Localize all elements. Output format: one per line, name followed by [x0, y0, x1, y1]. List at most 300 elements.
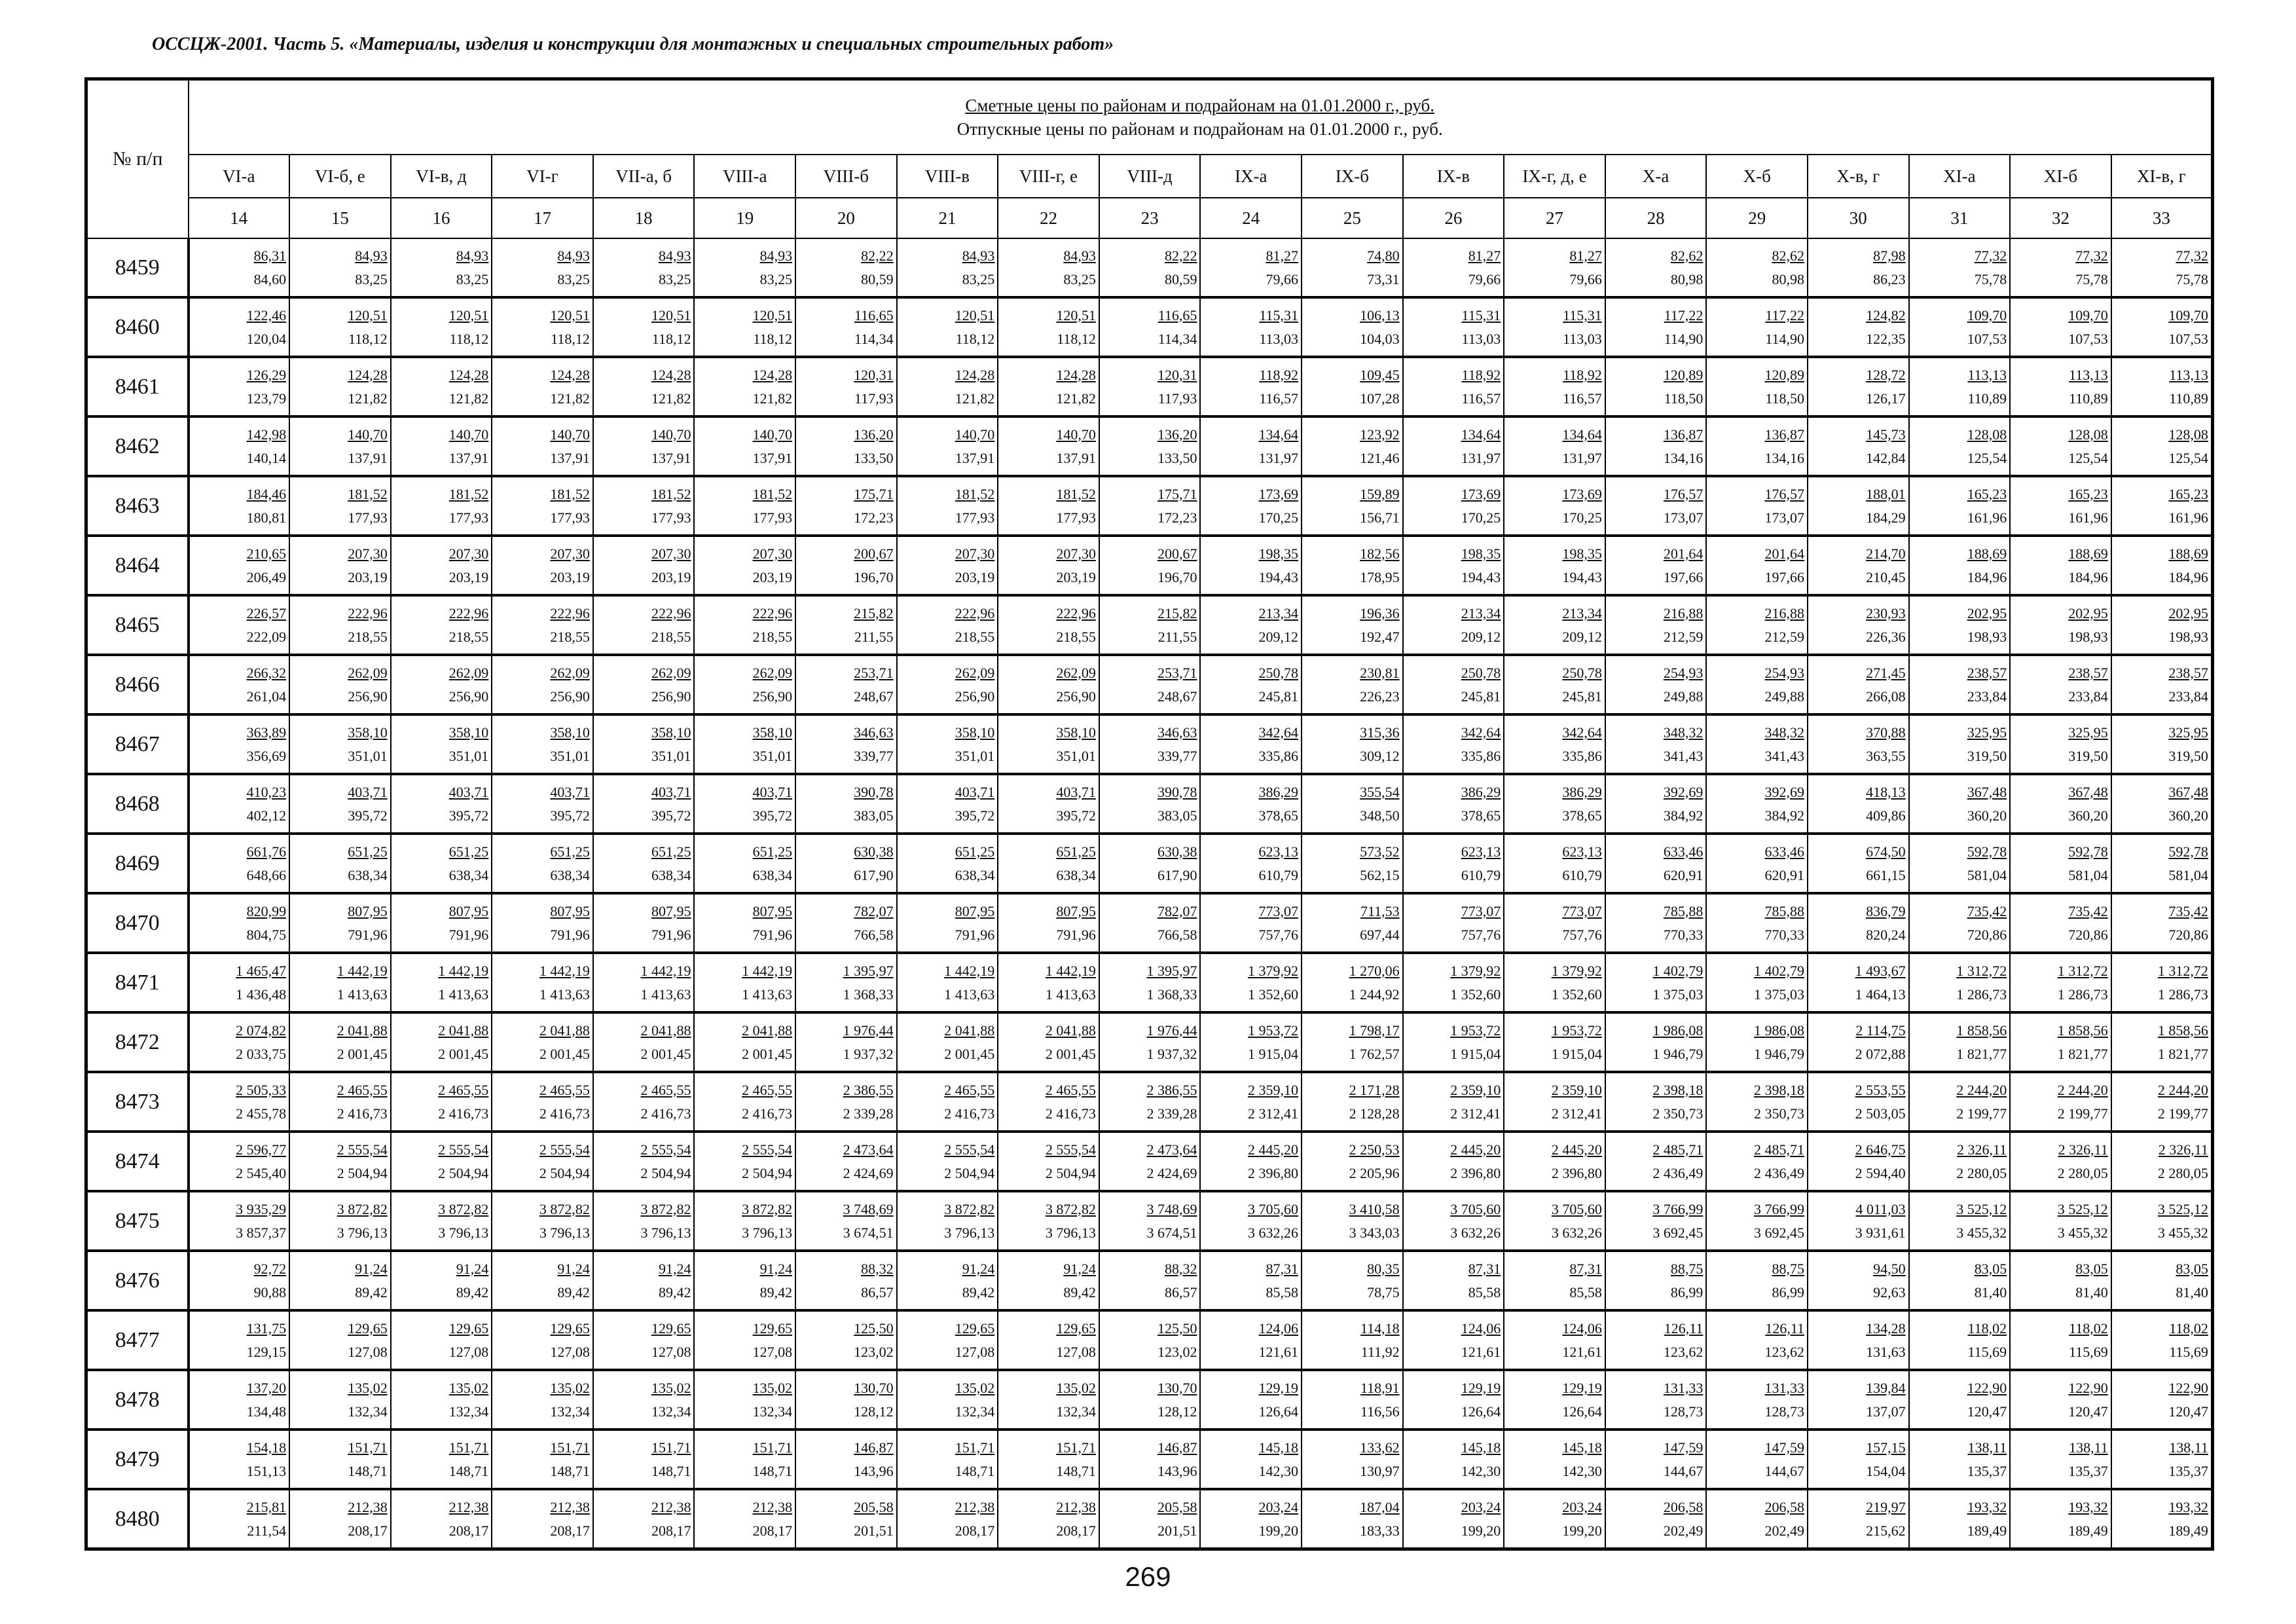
price-cell — [289, 595, 391, 655]
selling-price: 85,58 — [1266, 1283, 1299, 1301]
price-cell — [897, 1489, 998, 1549]
price-cell — [1808, 1132, 1909, 1191]
selling-price: 201,51 — [1157, 1522, 1197, 1539]
estimated-price: 122,46 — [246, 306, 287, 323]
selling-price: 125,54 — [2068, 449, 2108, 466]
price-cell — [1808, 1430, 1909, 1489]
selling-price: 177,93 — [651, 509, 691, 526]
price-cell — [1808, 1370, 1909, 1430]
price-cell — [1605, 1132, 1707, 1191]
selling-price: 120,47 — [2168, 1403, 2208, 1420]
estimated-price: 82,22 — [861, 247, 894, 264]
selling-price: 2 280,05 — [2157, 1164, 2208, 1181]
selling-price: 208,17 — [752, 1522, 793, 1539]
price-cell — [593, 357, 695, 416]
estimated-price: 651,25 — [955, 843, 995, 860]
selling-price: 638,34 — [752, 866, 793, 883]
selling-price: 110,89 — [2169, 390, 2208, 407]
estimated-price: 2 244,20 — [2157, 1081, 2208, 1098]
price-cell — [1706, 1370, 1808, 1430]
estimated-price: 173,69 — [1258, 485, 1299, 502]
price-cell — [1200, 774, 1302, 834]
row-number: 8471 — [86, 953, 189, 1012]
price-cell — [1099, 357, 1201, 416]
estimated-price: 262,09 — [348, 664, 388, 681]
estimated-price: 206,58 — [1764, 1498, 1804, 1515]
selling-price: 2 424,69 — [843, 1164, 894, 1181]
selling-price: 137,91 — [550, 449, 590, 466]
price-cell — [1605, 1370, 1707, 1430]
selling-price: 126,64 — [1258, 1403, 1299, 1420]
price-cell — [1605, 655, 1707, 714]
selling-price: 218,55 — [651, 628, 691, 645]
price-cell — [1403, 714, 1504, 774]
price-cell — [1504, 595, 1605, 655]
estimated-price: 182,56 — [1360, 545, 1400, 562]
region-header: XI-б — [2010, 155, 2111, 198]
price-cell — [1403, 297, 1504, 357]
estimated-price: 140,70 — [651, 426, 691, 443]
estimated-price: 120,31 — [854, 366, 894, 383]
estimated-price: 139,84 — [1866, 1379, 1906, 1396]
price-cell — [1099, 655, 1201, 714]
selling-price: 123,02 — [1157, 1343, 1197, 1360]
selling-price: 2 594,40 — [1855, 1164, 1906, 1181]
price-cell — [2010, 1132, 2111, 1191]
estimated-price: 125,50 — [1157, 1320, 1197, 1337]
price-cell — [998, 714, 1099, 774]
selling-price: 1 762,57 — [1349, 1045, 1400, 1062]
estimated-price: 2 473,64 — [1146, 1141, 1197, 1158]
price-cell — [189, 655, 290, 714]
selling-price: 113,03 — [1259, 330, 1299, 347]
price-cell — [1909, 893, 2011, 953]
price-cell — [998, 297, 1099, 357]
selling-price: 610,79 — [1461, 866, 1501, 883]
price-cell — [1909, 655, 2011, 714]
selling-price: 384,92 — [1764, 807, 1804, 824]
estimated-price: 109,45 — [1360, 366, 1400, 383]
selling-price: 1 915,04 — [1551, 1045, 1602, 1062]
estimated-price: 81,27 — [1468, 247, 1501, 264]
selling-price: 3 343,03 — [1349, 1224, 1400, 1241]
selling-price: 2 416,73 — [1045, 1105, 1096, 1122]
estimated-price: 202,95 — [2068, 604, 2108, 621]
selling-price: 133,50 — [854, 449, 894, 466]
price-cell — [1504, 1132, 1605, 1191]
estimated-price: 77,32 — [2176, 247, 2208, 264]
selling-price: 83,25 — [355, 270, 388, 287]
price-cell — [1403, 655, 1504, 714]
selling-price: 199,20 — [1258, 1522, 1299, 1539]
estimated-price: 80,35 — [1367, 1260, 1400, 1277]
region-header: VIII-д — [1099, 155, 1201, 198]
price-cell — [897, 1370, 998, 1430]
price-cell — [1302, 536, 1403, 595]
table-row — [86, 1430, 2213, 1489]
selling-price: 118,12 — [551, 330, 590, 347]
estimated-price: 1 858,56 — [1956, 1022, 2007, 1039]
estimated-price: 206,58 — [1663, 1498, 1704, 1515]
column-number: 29 — [1706, 198, 1808, 238]
estimated-price: 134,64 — [1562, 426, 1602, 443]
selling-price: 208,17 — [448, 1522, 489, 1539]
selling-price: 121,46 — [1360, 449, 1400, 466]
price-cell — [391, 297, 492, 357]
selling-price: 1 413,63 — [944, 986, 995, 1003]
price-cell — [189, 1310, 290, 1370]
table-row — [86, 536, 2213, 595]
selling-price: 199,20 — [1562, 1522, 1602, 1539]
estimated-price: 410,23 — [246, 783, 287, 800]
estimated-price: 129,65 — [550, 1320, 590, 1337]
price-cell — [694, 834, 795, 893]
estimated-price: 807,95 — [550, 902, 590, 919]
price-cell — [1099, 297, 1201, 357]
selling-price: 3 455,32 — [2157, 1224, 2208, 1241]
estimated-price: 88,75 — [1772, 1260, 1804, 1277]
estimated-price: 633,46 — [1663, 843, 1704, 860]
estimated-price: 2 074,82 — [236, 1022, 287, 1039]
selling-price: 820,24 — [1866, 926, 1906, 943]
estimated-price: 203,24 — [1258, 1498, 1299, 1515]
estimated-price: 2 244,20 — [2057, 1081, 2108, 1098]
table-row — [86, 1072, 2213, 1132]
selling-price: 89,42 — [962, 1283, 995, 1301]
estimated-price: 3 748,69 — [1146, 1200, 1197, 1217]
estimated-price: 146,87 — [1157, 1439, 1197, 1456]
selling-price: 581,04 — [2168, 866, 2208, 883]
price-cell — [1200, 1310, 1302, 1370]
region-header: IX-б — [1302, 155, 1403, 198]
price-cell — [593, 1191, 695, 1251]
price-cell — [1808, 1251, 1909, 1310]
estimated-price: 140,70 — [348, 426, 388, 443]
price-cell — [189, 357, 290, 416]
price-cell — [289, 1191, 391, 1251]
price-cell — [694, 297, 795, 357]
price-cell — [1909, 714, 2011, 774]
price-cell — [2010, 416, 2111, 476]
selling-price: 2 436,49 — [1754, 1164, 1804, 1181]
estimated-price: 418,13 — [1866, 783, 1906, 800]
selling-price: 395,72 — [955, 807, 995, 824]
selling-price: 118,12 — [955, 330, 995, 347]
selling-price: 79,66 — [1569, 270, 1602, 287]
selling-price: 131,97 — [1461, 449, 1501, 466]
estimated-price: 212,38 — [348, 1498, 388, 1515]
estimated-price: 124,82 — [1866, 306, 1906, 323]
estimated-price: 1 312,72 — [1956, 962, 2007, 979]
estimated-price: 2 553,55 — [1855, 1081, 1906, 1098]
estimated-price: 1 442,19 — [539, 962, 590, 979]
price-cell — [1099, 416, 1201, 476]
selling-price: 172,23 — [1157, 509, 1197, 526]
selling-price: 2 001,45 — [438, 1045, 489, 1062]
price-cell — [1302, 1430, 1403, 1489]
table-body — [86, 238, 2213, 1549]
estimated-price: 2 465,55 — [539, 1081, 590, 1098]
selling-price: 791,96 — [752, 926, 793, 943]
price-cell — [391, 536, 492, 595]
selling-price: 177,93 — [1056, 509, 1096, 526]
estimated-price: 91,24 — [355, 1260, 388, 1277]
price-cell — [795, 714, 897, 774]
selling-price: 620,91 — [1663, 866, 1704, 883]
estimated-price: 203,24 — [1461, 1498, 1501, 1515]
selling-price: 2 504,94 — [1045, 1164, 1096, 1181]
selling-price: 142,30 — [1562, 1462, 1602, 1479]
estimated-price: 2 359,10 — [1248, 1081, 1299, 1098]
row-number: 8472 — [86, 1012, 189, 1072]
price-cell — [1605, 238, 1707, 297]
selling-price: 121,61 — [1258, 1343, 1299, 1360]
estimated-price: 1 986,08 — [1754, 1022, 1804, 1039]
selling-price: 351,01 — [651, 747, 691, 764]
price-cell — [1909, 1251, 2011, 1310]
estimated-price: 836,79 — [1866, 902, 1906, 919]
estimated-price: 342,64 — [1258, 724, 1299, 741]
selling-price: 356,69 — [246, 747, 287, 764]
estimated-price: 674,50 — [1866, 843, 1906, 860]
price-cell — [2111, 238, 2213, 297]
selling-price: 148,71 — [1056, 1462, 1096, 1479]
selling-price: 203,19 — [448, 568, 489, 585]
price-cell — [391, 834, 492, 893]
estimated-price: 325,95 — [1967, 724, 2007, 741]
estimated-price: 1 953,72 — [1450, 1022, 1501, 1039]
price-cell — [694, 893, 795, 953]
price-cell — [1706, 1191, 1808, 1251]
estimated-price: 212,38 — [1056, 1498, 1096, 1515]
selling-price: 197,66 — [1764, 568, 1804, 585]
selling-price: 610,79 — [1258, 866, 1299, 883]
price-cell — [1808, 536, 1909, 595]
estimated-price: 128,72 — [1866, 366, 1906, 383]
estimated-price: 130,70 — [1157, 1379, 1197, 1396]
estimated-price: 2 555,54 — [640, 1141, 691, 1158]
price-cell — [1099, 1251, 1201, 1310]
estimated-price: 238,57 — [1967, 664, 2007, 681]
selling-price: 142,84 — [1866, 449, 1906, 466]
price-cell — [289, 357, 391, 416]
estimated-price: 84,93 — [962, 247, 995, 264]
selling-price: 137,07 — [1866, 1403, 1906, 1420]
price-cell — [1200, 1012, 1302, 1072]
estimated-price: 348,32 — [1663, 724, 1704, 741]
selling-price: 208,17 — [955, 1522, 995, 1539]
estimated-price: 3 525,12 — [1956, 1200, 2007, 1217]
selling-price: 208,17 — [348, 1522, 388, 1539]
estimated-price: 124,28 — [448, 366, 489, 383]
estimated-price: 2 041,88 — [438, 1022, 489, 1039]
estimated-price: 91,24 — [962, 1260, 995, 1277]
selling-price: 89,42 — [355, 1283, 388, 1301]
selling-price: 81,40 — [1974, 1283, 2007, 1301]
estimated-price: 118,02 — [2169, 1320, 2208, 1337]
price-cell — [2111, 416, 2213, 476]
selling-price: 562,15 — [1360, 866, 1400, 883]
selling-price: 132,34 — [448, 1403, 489, 1420]
selling-price: 125,54 — [2168, 449, 2208, 466]
estimated-price: 129,65 — [752, 1320, 793, 1337]
price-cell — [2010, 1072, 2111, 1132]
price-cell — [1200, 238, 1302, 297]
region-header: VI-а — [189, 155, 290, 198]
estimated-price: 216,88 — [1663, 604, 1704, 621]
estimated-price: 82,22 — [1164, 247, 1197, 264]
estimated-price: 176,57 — [1764, 485, 1804, 502]
price-cell — [189, 1489, 290, 1549]
price-cell — [289, 1251, 391, 1310]
price-cell — [1302, 1370, 1403, 1430]
price-cell — [897, 714, 998, 774]
price-cell — [492, 416, 593, 476]
price-cell — [1909, 1430, 2011, 1489]
estimated-price: 124,28 — [1056, 366, 1096, 383]
estimated-price: 124,06 — [1258, 1320, 1299, 1337]
price-cell — [1706, 714, 1808, 774]
estimated-price: 633,46 — [1764, 843, 1804, 860]
estimated-price: 363,89 — [246, 724, 287, 741]
row-number: 8476 — [86, 1251, 189, 1310]
estimated-price: 151,71 — [955, 1439, 995, 1456]
estimated-price: 138,11 — [1967, 1439, 2007, 1456]
estimated-price: 262,09 — [448, 664, 489, 681]
price-cell — [492, 1132, 593, 1191]
selling-price: 581,04 — [2068, 866, 2108, 883]
estimated-price: 1 442,19 — [742, 962, 793, 979]
region-header: X-а — [1605, 155, 1707, 198]
price-cell — [1099, 714, 1201, 774]
price-cell — [1200, 1191, 1302, 1251]
price-cell — [795, 476, 897, 536]
selling-price: 335,86 — [1461, 747, 1501, 764]
selling-price: 133,50 — [1157, 449, 1197, 466]
selling-price: 211,55 — [854, 628, 894, 645]
price-cell — [795, 238, 897, 297]
estimated-price: 129,65 — [955, 1320, 995, 1337]
selling-price: 148,71 — [955, 1462, 995, 1479]
selling-price: 137,91 — [651, 449, 691, 466]
estimated-price: 222,96 — [752, 604, 793, 621]
price-cell — [1706, 416, 1808, 476]
column-number: 33 — [2111, 198, 2213, 238]
price-cell — [1200, 595, 1302, 655]
estimated-price: 325,95 — [2068, 724, 2108, 741]
selling-price: 125,54 — [1967, 449, 2007, 466]
selling-price: 111,92 — [1360, 1343, 1400, 1360]
estimated-price: 135,02 — [348, 1379, 388, 1396]
price-cell — [1605, 476, 1707, 536]
selling-price: 2 033,75 — [236, 1045, 287, 1062]
selling-price: 121,82 — [348, 390, 388, 407]
price-cell — [391, 1191, 492, 1251]
estimated-price: 1 953,72 — [1248, 1022, 1299, 1039]
region-header: XI-в, г — [2111, 155, 2213, 198]
price-cell — [897, 834, 998, 893]
selling-price: 661,15 — [1866, 866, 1906, 883]
selling-price: 177,93 — [550, 509, 590, 526]
selling-price: 137,91 — [1056, 449, 1096, 466]
estimated-price: 159,89 — [1360, 485, 1400, 502]
price-cell — [1099, 1191, 1201, 1251]
price-cell — [289, 953, 391, 1012]
price-cell — [998, 655, 1099, 714]
selling-price: 173,07 — [1663, 509, 1704, 526]
price-cell — [1099, 1132, 1201, 1191]
selling-price: 2 503,05 — [1855, 1105, 1906, 1122]
estimated-price: 134,64 — [1461, 426, 1501, 443]
selling-price: 395,72 — [448, 807, 489, 824]
estimated-price: 392,69 — [1764, 783, 1804, 800]
price-cell — [289, 536, 391, 595]
price-cell — [1302, 416, 1403, 476]
estimated-price: 120,51 — [651, 306, 691, 323]
selling-price: 1 946,79 — [1754, 1045, 1804, 1062]
price-cell — [2010, 1012, 2111, 1072]
estimated-price: 124,28 — [348, 366, 388, 383]
selling-price: 791,96 — [348, 926, 388, 943]
price-cell — [1706, 1012, 1808, 1072]
price-cell — [492, 1430, 593, 1489]
estimated-price: 198,35 — [1258, 545, 1299, 562]
estimated-price: 113,13 — [1967, 366, 2007, 383]
selling-price: 80,59 — [1164, 270, 1197, 287]
selling-price: 126,64 — [1461, 1403, 1501, 1420]
estimated-price: 370,88 — [1866, 724, 1906, 741]
price-cell — [1200, 357, 1302, 416]
selling-price: 211,54 — [247, 1522, 287, 1539]
estimated-price: 124,28 — [955, 366, 995, 383]
estimated-price: 193,32 — [1967, 1498, 2007, 1515]
price-cell — [795, 297, 897, 357]
estimated-price: 1 953,72 — [1551, 1022, 1602, 1039]
selling-price: 335,86 — [1258, 747, 1299, 764]
selling-price: 378,65 — [1562, 807, 1602, 824]
estimated-price: 358,10 — [448, 724, 489, 741]
price-cell — [2010, 834, 2111, 893]
estimated-price: 1 493,67 — [1855, 962, 1906, 979]
price-cell — [2111, 834, 2213, 893]
price-cell — [795, 655, 897, 714]
estimated-price: 592,78 — [2068, 843, 2108, 860]
price-cell — [289, 1132, 391, 1191]
price-cell — [795, 1132, 897, 1191]
estimated-price: 82,62 — [1772, 247, 1804, 264]
estimated-price: 188,69 — [1967, 545, 2007, 562]
estimated-price: 120,51 — [550, 306, 590, 323]
selling-price: 1 375,03 — [1652, 986, 1704, 1003]
selling-price: 638,34 — [348, 866, 388, 883]
estimated-price: 1 402,79 — [1754, 962, 1804, 979]
estimated-price: 136,20 — [1157, 426, 1197, 443]
estimated-price: 3 748,69 — [843, 1200, 894, 1217]
price-cell — [391, 1370, 492, 1430]
estimated-price: 367,48 — [1967, 783, 2007, 800]
price-cell — [2111, 1072, 2213, 1132]
estimated-price: 81,27 — [1569, 247, 1602, 264]
selling-price: 73,31 — [1367, 270, 1400, 287]
estimated-price: 84,93 — [355, 247, 388, 264]
price-cell — [795, 1072, 897, 1132]
estimated-price: 207,30 — [752, 545, 793, 562]
price-cell — [1200, 1132, 1302, 1191]
price-cell — [1605, 1489, 1707, 1549]
price-cell — [1403, 1191, 1504, 1251]
price-cell — [2111, 714, 2213, 774]
selling-price: 83,25 — [658, 270, 691, 287]
